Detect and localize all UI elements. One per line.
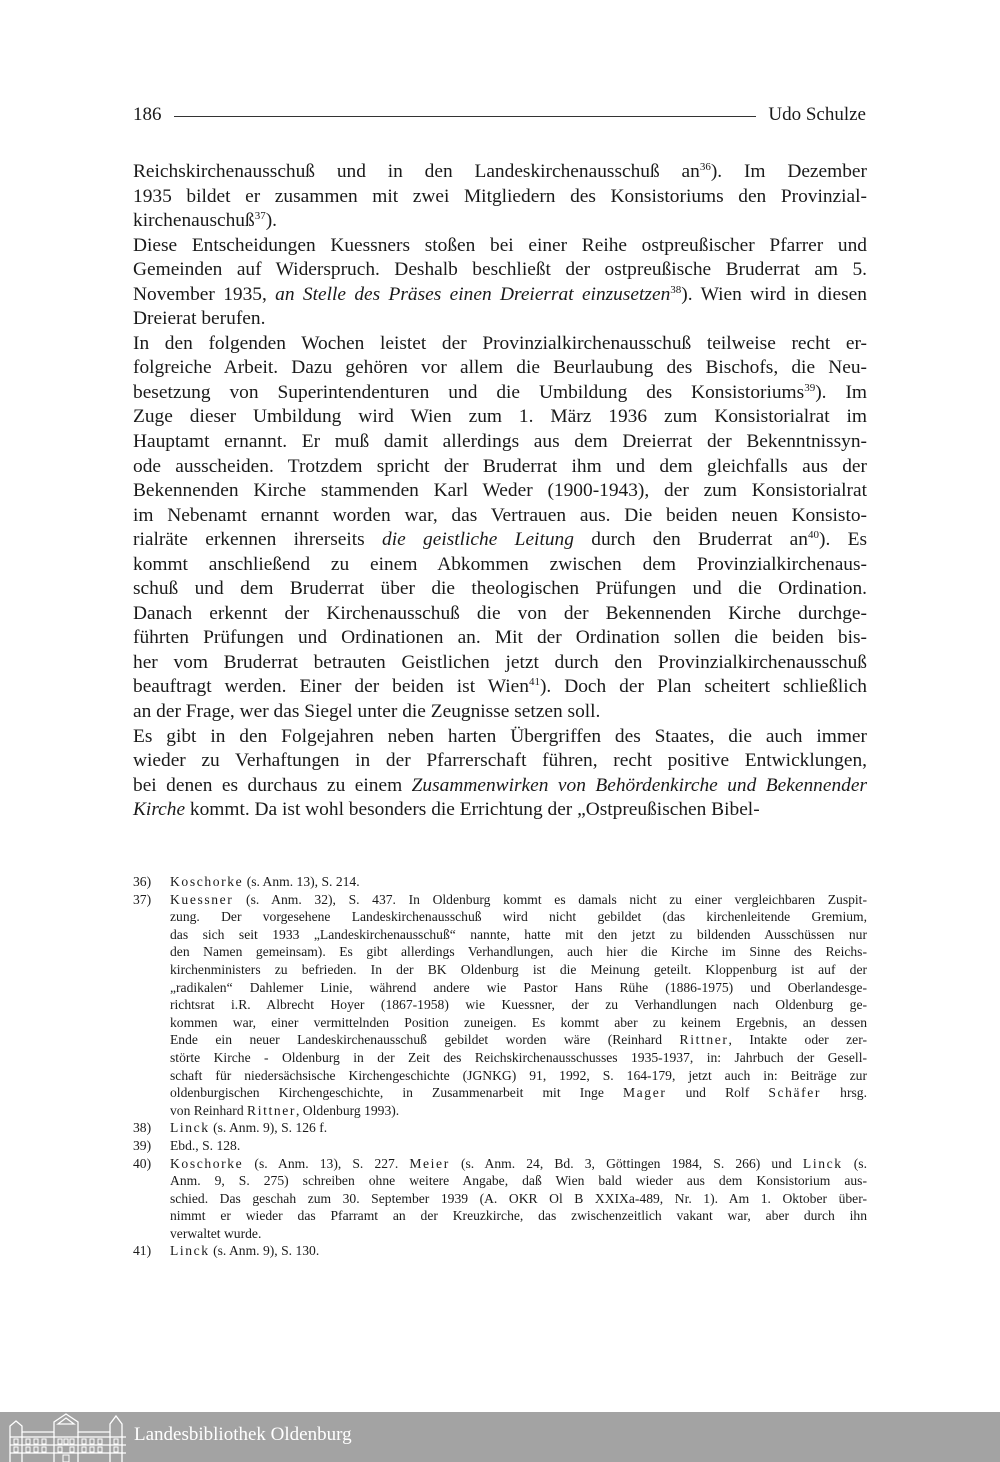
text-segment: Ebd., S. 128. [170,1137,241,1153]
body-line [133,651,867,676]
text-segment: und Rolf [666,1085,769,1101]
text-segment: durch den Bruderrat an [573,529,808,551]
text-segment: ). Wien wird in diesen [681,283,867,305]
text-segment: , Intakte oder zer- [728,1032,867,1048]
text-segment: Bekennenden Kirche stammenden Karl Weder (1900-1943), der zum Konsistorialrat [133,480,867,502]
author-name: Meier [409,1155,450,1171]
footnote-line [170,979,867,997]
author-name: Linck [170,1243,210,1259]
text-segment: ). Doch der Plan scheitert schließlich [539,676,867,698]
body-line [133,798,867,823]
text-segment: bei denen es durchaus zu einem [133,774,412,796]
footnote-line [170,961,867,979]
footnote-line [170,1225,867,1243]
footnote-line [170,1102,867,1120]
text-segment: oldenburgischen Kirchengeschichte, in Zusammenarbeit mit Inge [170,1085,623,1101]
text-segment: ). Im [815,381,867,403]
text-segment: hrsg. [821,1085,867,1101]
footnote-line [170,1207,867,1225]
footnote [133,1119,867,1137]
footnote-reference: 36 [699,161,711,173]
running-head-author: Udo Schulze [768,104,866,125]
footnote-number: 37) [133,891,152,907]
text-segment: ). [265,210,277,232]
text-segment: Zuge dieser Umbildung wird Wien zum 1. März 1936 zum Konsistorialrat im [133,406,867,428]
footnote-line [170,1242,867,1260]
footnote-reference: 38 [670,283,682,296]
text-segment: November 1935, [133,283,276,305]
text-segment: (s. Anm. 9), S. 130. [209,1243,320,1259]
footnote-line [170,891,867,909]
text-segment: Anm. 9, S. 275) schreiben ohne weitere Angabe, daß Wien bald wieder aus dem Konsistorium aus- [170,1173,867,1189]
footnote [133,1137,867,1155]
body-line [133,675,867,700]
text-segment: von Reinhard [170,1102,248,1118]
footnote-reference: 40 [807,529,819,542]
text-segment: (s. Anm. 32), S. 437. In Oldenburg kommt es damals nicht zu einer vergleichbaren Zuspit- [233,891,867,907]
footnote-line [170,1172,867,1190]
text-segment: kommt. Da ist wohl besonders die Errichtung der „Ostpreußischen Bibel- [185,799,760,821]
author-name: Koschorke [170,1155,244,1171]
text-segment: „radikalen“ Dahlemer Linie, während andere wie Pastor Hans Rühe (1886-1975) und Oberlandesge- [170,979,867,995]
body-line [133,553,867,578]
text-segment: rialräte erkennen ihrerseits [133,529,383,551]
body-line [133,577,867,602]
footnote-number: 36) [133,874,152,889]
text-segment: kommt anschließend zu einem Abkommen zwischen dem Provinzialkirchenaus- [133,553,867,575]
footnote-line [170,996,867,1014]
footnote-number: 41) [133,1243,152,1259]
author-name: Koschorke [170,874,244,889]
body-line [133,602,867,627]
body-line [133,209,867,234]
footnote-reference: 37 [254,210,266,223]
body-line [133,725,867,750]
text-segment: schaft für niedersächsische Kirchengeschichte (JGNKG) 91, 1992, S. 164-179, jetzt auch in: Beiträge zur [170,1067,867,1083]
page-number: 186 [133,104,162,125]
text-segment: im Nebenamt ernannt worden war, das Vertrauen aus. Die beiden neuen Konsisto- [133,504,867,526]
text-segment: (s. Anm. 13), S. 214. [243,874,360,889]
author-name: Linck [802,1155,843,1171]
running-head [133,100,866,130]
text-segment: ). Im Dezember [710,161,867,182]
author-name: Rittner [247,1102,296,1118]
text-segment: kirchenauschuß [133,210,255,232]
footnote-reference: 39 [804,381,816,394]
body-line [133,258,867,283]
text-segment: ). Es [818,529,868,551]
body-text [133,160,867,823]
footnote-line [170,1084,867,1102]
text-segment: zung. Der vorgesehene Landeskirchenausschuß wird nicht gebildet (das kirchenleitende Gremium, [170,909,867,925]
text-segment: Reichskirchenausschuß und in den Landeskirchenausschuß an [133,161,700,182]
text-segment: 1935 bildet er zusammen mit zwei Mitgliedern des Konsistoriums den Provinzial- [133,185,867,207]
body-line [133,700,867,725]
footnote-number: 38) [133,1120,152,1136]
body-line [133,430,867,455]
footnote-line [170,926,867,944]
footnote-line [170,1014,867,1032]
text-segment: Es gibt in den Folgejahren neben harten Übergriffen des Staates, die auch immer [133,725,867,747]
author-name: Schäfer [768,1085,822,1101]
text-segment: Diese Entscheidungen Kuessners stoßen bei einer Reihe ostpreußischer Pfarrer und [133,234,867,256]
footnote-line [170,908,867,926]
footnote [133,891,867,1120]
italic-quote: die geistliche Leitung [382,529,574,551]
text-segment: das sich seit 1933 „Landeskirchenausschuß“ nannte, hatte mit den jetzt zu bildenden Ausschüssen nur [170,926,867,942]
text-segment: beauftragt werden. Einer der beiden ist Wien [133,676,529,698]
author-name: Rittner [679,1032,729,1048]
library-building-icon [6,1412,130,1462]
body-line [133,185,867,210]
text-segment: Gemeinden auf Widerspruch. Deshalb beschließt der ostpreußische Bruderrat am 5. [133,259,867,281]
text-segment: ode ausscheiden. Trotzdem spricht der Bruderrat ihm und dem gleichfalls aus der [133,455,867,477]
text-segment: (s. [842,1155,867,1171]
author-name: Linck [170,1120,210,1136]
text-segment: richtsrat i.R. Albrecht Hoyer (1867-1958) wie Kuessner, der zu Verhandlungen nach Oldenburg ge- [170,997,867,1013]
text-segment: Ende ein neuer Landeskirchenausschuß gebildet worden wäre (Reinhard [170,1032,680,1048]
text-segment: störte Kirche - Oldenburg in der Zeit des Reichskirchenausschusses 1935-1937, in: Jahrbuch der Gesell- [170,1049,867,1065]
library-name: Landesbibliothek Oldenburg [134,1424,352,1445]
body-line [133,283,867,308]
footnote-line [170,1049,867,1067]
text-segment: verwaltet wurde. [170,1225,262,1241]
body-line [133,528,867,553]
body-line [133,455,867,480]
body-line [133,234,867,259]
footnote-reference: 41 [528,676,540,689]
footnote-line [170,1190,867,1208]
text-segment: kommen war, einer vermittelnden Position zuneigen. Es kommt aber zu keinem Ergebnis, an dessen [170,1014,867,1030]
footnote-line [170,1137,867,1155]
body-line [133,160,867,185]
text-segment: In den folgenden Wochen leistet der Provinzialkirchenausschuß teilweise recht er- [133,332,867,354]
body-line [133,356,867,381]
footer-bar [0,1412,1000,1462]
italic-quote: an Stelle des Präses einen Dreierrat einzusetzen [275,283,671,305]
italic-quote: Kirche [133,799,186,821]
footnote-line [170,1031,867,1049]
text-segment: (s. Anm. 13), S. 227. [243,1155,410,1171]
text-segment: Hauptamt ernannt. Er muß damit allerdings aus dem Dreierrat der Bekenntnissyn- [133,431,867,453]
header-rule [174,116,757,117]
body-line [133,307,867,332]
italic-quote: Zusammenwirken von Behördenkirche und Bekennender [411,774,867,796]
text-segment: , Oldenburg 1993). [296,1102,400,1118]
body-line [133,774,867,799]
footnote-line [170,943,867,961]
text-segment: kirchenministers zu befrieden. In der BK Oldenburg ist die Meinung geteilt. Kloppenburg ist auf der [170,961,867,977]
text-segment: an der Frage, wer das Siegel unter die Zeugnisse setzen soll. [133,701,601,723]
footnote [133,873,867,891]
text-segment: besetzung von Superintendenturen und die Umbildung des Konsistoriums [133,381,805,403]
footnote [133,1155,867,1243]
body-line [133,504,867,529]
text-segment: (s. Anm. 24, Bd. 3, Göttingen 1984, S. 266) und [449,1155,803,1171]
body-line [133,749,867,774]
text-segment: schuß und dem Bruderrat über die theologischen Prüfungen und die Ordination. [133,578,867,600]
body-line [133,405,867,430]
author-name: Mager [622,1085,667,1101]
body-line [133,626,867,651]
text-segment: den Namen gemeinsam). Es gibt allerdings Verhandlungen, auch hier die Kirche im Sinne des Reichs- [170,944,867,960]
text-segment: her vom Bruderrat betrauten Geistlichen jetzt durch den Provinzialkirchenausschuß [133,651,867,673]
footnote [133,1242,867,1260]
body-line [133,479,867,504]
body-line [133,332,867,357]
footnote-line [170,1119,867,1137]
text-segment: führten Prüfungen und Ordinationen an. Mit der Ordination sollen die beiden bis- [133,627,867,649]
footnotes [133,873,867,1260]
footnote-number: 39) [133,1137,152,1153]
footnote-line [170,1155,867,1173]
text-segment: folgreiche Arbeit. Dazu gehören vor allem die Beurlaubung des Bischofs, die Neu- [133,357,867,379]
text-segment: schied. Das geschah zum 30. September 1939 (A. OKR Ol B XXIXa-489, Nr. 1). Am 1. Oktober über- [170,1190,867,1206]
author-name: Kuessner [170,891,234,907]
footnote-number: 40) [133,1155,152,1171]
text-segment: nimmt er wieder das Pfarramt an der Kreuzkirche, das zwischenzeitlich vakant war, aber durch ihn [170,1208,867,1224]
text-segment: Danach erkennt der Kirchenausschuß die von der Bekennenden Kirche durchge- [133,602,867,624]
text-segment: Dreierat berufen. [133,308,266,330]
text-segment: (s. Anm. 9), S. 126 f. [209,1120,328,1136]
body-line [133,381,867,406]
footnote-line [170,873,867,891]
text-segment: wieder zu Verhaftungen in der Pfarrerschaft führen, recht positive Entwicklungen, [133,750,867,772]
footnote-line [170,1067,867,1085]
